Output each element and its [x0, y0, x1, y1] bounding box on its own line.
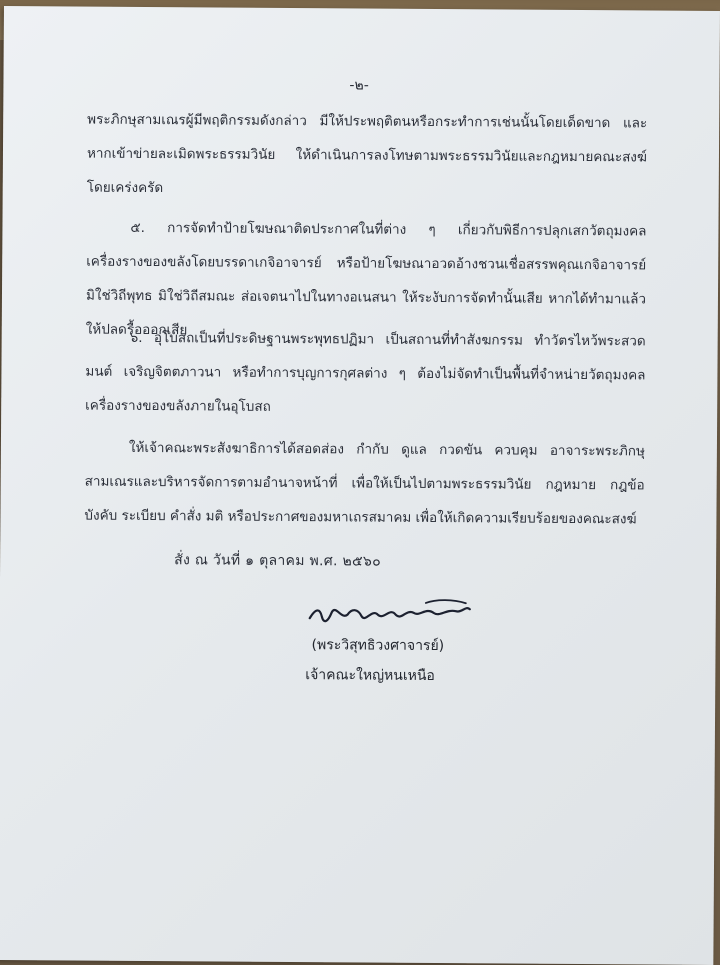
- signatory-name: (พระวิสุทธิวงศาจารย์): [311, 637, 445, 655]
- paragraph-item-6: ๖. อุโบสถเป็นที่ประดิษฐานพระพุทธปฏิมา เป็นสถานที่ทำสังฆกรรม ทำวัตรไหว้พระสวดมนต์ เจริญจิตตภาวนา หรือทำการบุญการกุศลต่าง ๆ ต้องไม่จัดทำเป็นพื้นที่จำหน่ายวัตถุมงคลเครื่องรางของขลังภายในอุโบสถ: [85, 329, 646, 415]
- signatory-title: เจ้าคณะใหญ่หนเหนือ: [305, 667, 435, 685]
- paragraph-directive: ให้เจ้าคณะพระสังฆาธิการได้สอดส่อง กำกับ ดูแล กวดขัน ควบคุม อาจาระพระภิกษุสามเณรและบริหารจัดการตามอำนาจหน้าที่ เพื่อให้เป็นไปตามพระธรรมวินัย กฎหมาย กฎข้อบังคับ ระเบียบ คำสั่ง มติ หรือประกาศของมหาเถรสมาคม เพื่อให้เกิดความเรียบร้อยของคณะสงฆ์: [84, 439, 645, 528]
- paragraph-continued: พระภิกษุสามเณรผู้มีพฤติกรรมดังกล่าว มีให้ประพฤติตนหรือกระทำการเช่นนั้นโดยเด็ดขาด และหากเข้าข่ายละเมิดพระธรรมวินัย ให้ดำเนินการลงโทษตามพระธรรมวินัยและกฎหมายคณะสงฆ์โดยเคร่งครัด: [86, 111, 648, 197]
- handwritten-signature: [306, 594, 476, 631]
- paragraph-item-5: ๕. การจัดทำป้ายโฆษณาติดประกาศในที่ต่าง ๆ เกี่ยวกับพิธีการปลุกเสกวัตถุมงคลเครื่องรางของขลังโดยบรรดาเกจิอาจารย์ หรือป้ายโฆษณาอวดอ้างชวนเชื่อสรรพคุณเกจิอาจารย์ มิใช่วิถีพุทธ มิใช่วิถีสมณะ ส่อเจตนาไปในทางอเนสนา ให้ระงับการจัดทำนั้นเสีย หากได้ทำมาแล้วให้ปลดรื้อออกเสีย: [85, 219, 647, 339]
- document-page: [0, 6, 720, 965]
- page-number: -๒-: [349, 77, 369, 94]
- date-line: สั่ง ณ วันที่ ๑ ตุลาคม พ.ศ. ๒๕๖๐: [174, 552, 382, 570]
